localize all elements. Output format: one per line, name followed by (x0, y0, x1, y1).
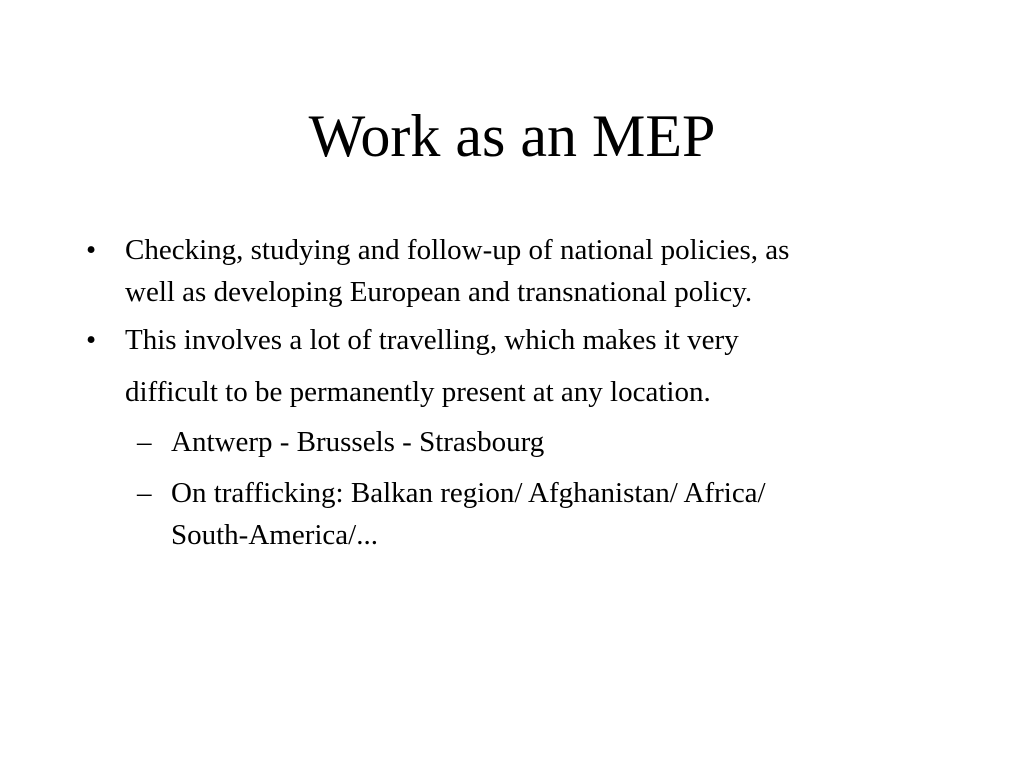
sub-bullet-marker: – (137, 426, 152, 458)
bullet-marker: • (86, 234, 97, 266)
bullet-line: difficult to be permanently present at any location. (125, 376, 711, 408)
bullet-marker: • (86, 324, 97, 356)
bullet-line: This involves a lot of travelling, which makes it very (125, 324, 739, 356)
bullet-line: well as developing European and transnational policy. (125, 276, 753, 308)
sub-bullet-item (0, 472, 1024, 556)
sub-bullet-line: South-America/... (171, 519, 378, 551)
slide-title: Work as an MEP (308, 103, 716, 169)
sub-bullet-marker: – (137, 477, 152, 509)
bullet-line: Checking, studying and follow-up of national policies, as (125, 234, 790, 266)
sub-bullet-line: Antwerp - Brussels - Strasbourg (171, 426, 545, 458)
bullet-item (0, 319, 1024, 423)
sub-bullet-item (0, 421, 1024, 463)
bullet-item (0, 229, 1024, 313)
sub-bullet-line: On trafficking: Balkan region/ Afghanistan/ Africa/ (171, 477, 766, 509)
